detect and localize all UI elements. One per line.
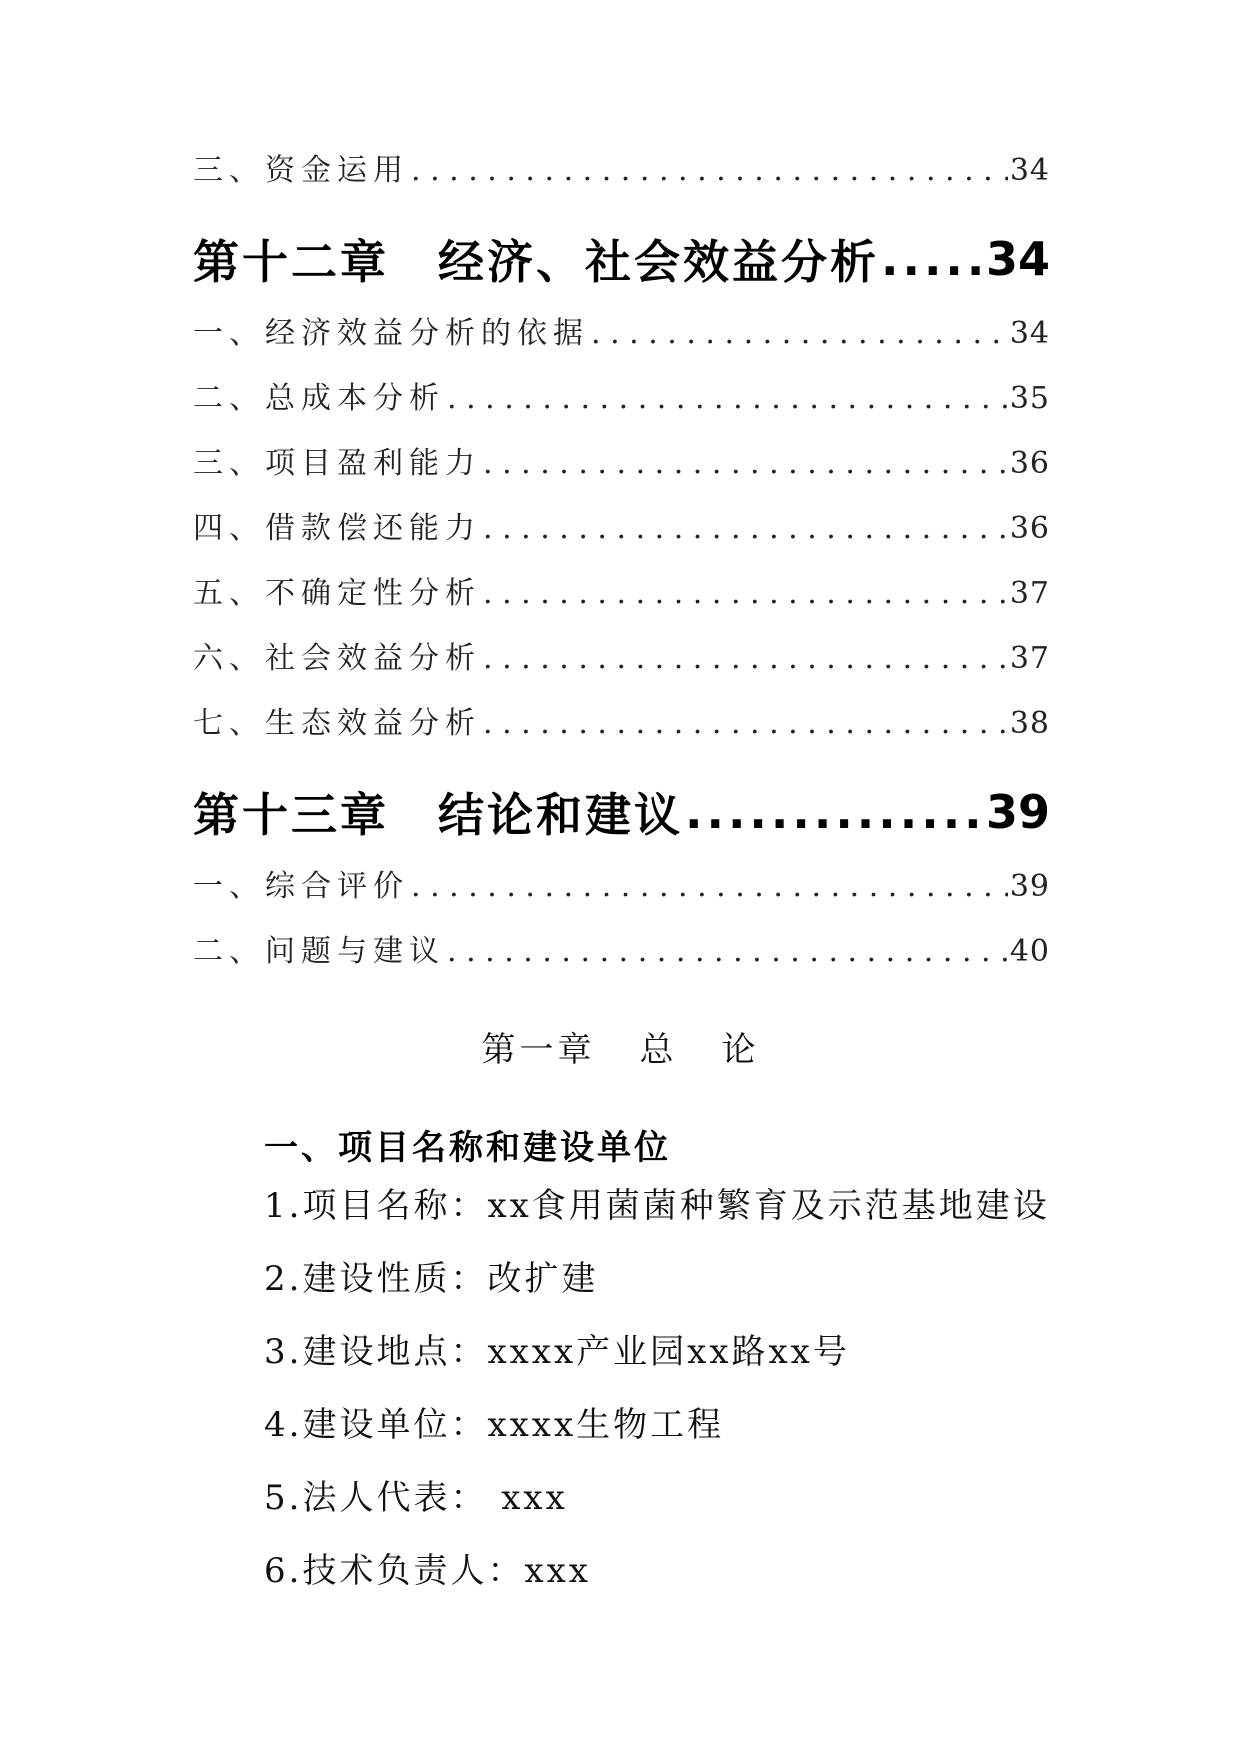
toc-chapter-label: 第十三章 结论和建议 [193, 788, 683, 842]
chapter-title-word-2: 论 [721, 1030, 760, 1070]
toc-dot-leader [411, 869, 1008, 904]
toc-chapter-entry[interactable] [193, 210, 1050, 308]
toc-entry[interactable] [193, 145, 1050, 210]
toc-dot-leader [685, 785, 984, 839]
toc-page-number: 34 [985, 232, 1050, 286]
toc-entry-label: 二、总成本分析 [193, 381, 445, 416]
toc-entry[interactable] [193, 308, 1050, 373]
toc-page-number: 36 [1009, 446, 1050, 481]
chapter-title-word-1: 总 [639, 1030, 678, 1070]
toc-dot-leader [447, 934, 1008, 969]
info-item-project-name: 1.项目名称：xx食用菌菌种繁育及示范基地建设 [264, 1186, 1050, 1226]
toc-entry[interactable] [193, 698, 1050, 763]
toc-entry-label: 五、不确定性分析 [193, 576, 481, 611]
toc-entry-label: 一、经济效益分析的依据 [193, 316, 589, 351]
toc-page-number: 37 [1009, 641, 1050, 676]
toc-entry[interactable] [193, 861, 1050, 926]
toc-entry-label: 三、项目盈利能力 [193, 446, 481, 481]
toc-entry[interactable] [193, 926, 1050, 991]
toc-dot-leader [483, 641, 1008, 676]
toc-entry[interactable] [193, 438, 1050, 503]
toc-entry-label: 三、资金运用 [193, 153, 409, 188]
toc-page-number: 35 [1009, 381, 1050, 416]
toc-page-number: 40 [1009, 934, 1050, 969]
toc-dot-leader [447, 381, 1008, 416]
chapter-title [0, 1022, 1241, 1071]
toc-dot-leader [881, 232, 984, 286]
toc-page-number: 39 [1009, 869, 1050, 904]
toc-page-number: 39 [985, 785, 1050, 839]
section-heading: 一、项目名称和建设单位 [264, 1128, 671, 1168]
toc-entry[interactable] [193, 633, 1050, 698]
toc-dot-leader [591, 316, 1008, 351]
info-item-construction-type: 2.建设性质：改扩建 [264, 1259, 599, 1299]
toc-page-number: 34 [1009, 153, 1050, 188]
toc-dot-leader [483, 706, 1008, 741]
toc-entry-label: 六、社会效益分析 [193, 641, 481, 676]
toc-entry[interactable] [193, 568, 1050, 633]
info-item-technical-lead: 6.技术负责人：xxx [264, 1551, 591, 1591]
chapter-title-number: 第一章 [481, 1030, 596, 1070]
chapter-body [264, 1120, 1084, 1614]
toc-dot-leader [483, 446, 1008, 481]
toc-dot-leader [483, 511, 1008, 546]
toc-entry-label: 四、借款偿还能力 [193, 511, 481, 546]
toc-chapter-entry[interactable] [193, 763, 1050, 861]
toc-entry-label: 二、问题与建议 [193, 934, 445, 969]
toc-page-number: 38 [1009, 706, 1050, 741]
toc-page-number: 36 [1009, 511, 1050, 546]
info-item-location: 3.建设地点：xxxx产业园xx路xx号 [264, 1332, 850, 1372]
toc-entry-label: 七、生态效益分析 [193, 706, 481, 741]
info-item-builder: 4.建设单位：xxxx生物工程 [264, 1405, 725, 1445]
toc-dot-leader [483, 576, 1008, 611]
toc-chapter-label: 第十二章 经济、社会效益分析 [193, 235, 879, 289]
toc-dot-leader [411, 153, 1008, 188]
toc-entry[interactable] [193, 373, 1050, 438]
table-of-contents [193, 145, 1050, 991]
toc-entry-label: 一、综合评价 [193, 869, 409, 904]
toc-entry[interactable] [193, 503, 1050, 568]
info-item-legal-representative: 5.法人代表： xxx [264, 1478, 568, 1518]
toc-page-number: 37 [1009, 576, 1050, 611]
toc-page-number: 34 [1009, 316, 1050, 351]
